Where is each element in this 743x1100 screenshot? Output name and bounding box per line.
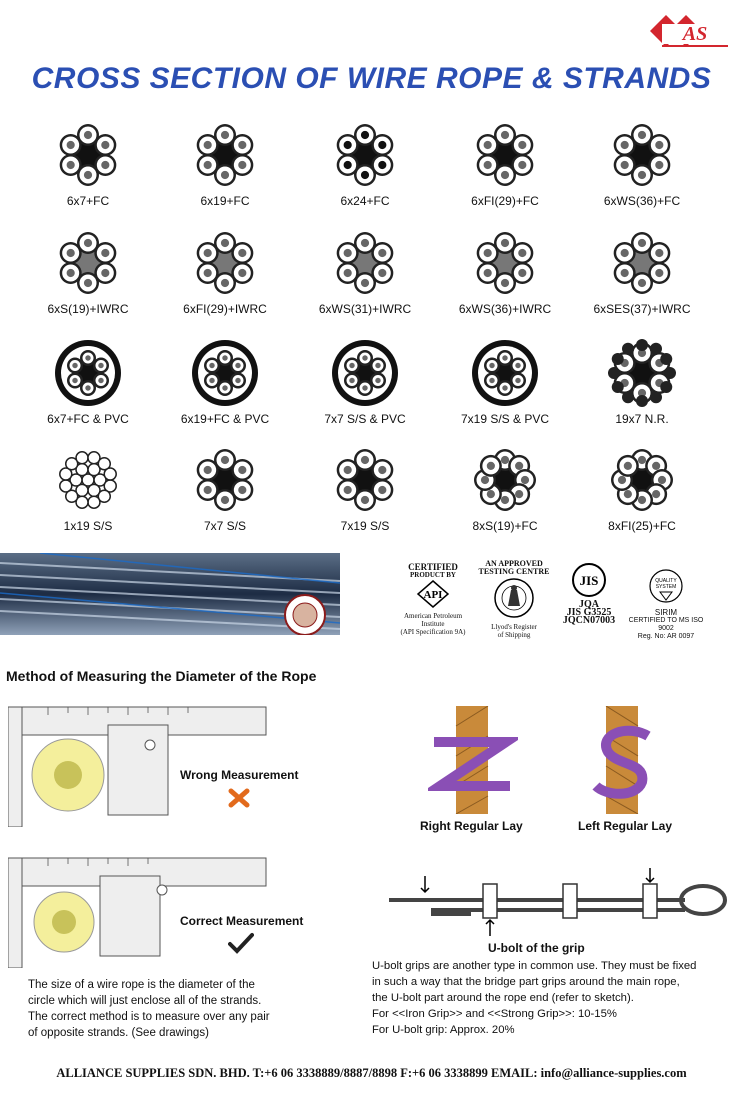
- rope-label: 19x7 N.R.: [615, 412, 669, 426]
- rope-cell: [582, 120, 702, 208]
- rope-label: 6xFI(29)+IWRC: [183, 302, 267, 316]
- cross-icon: [228, 787, 250, 809]
- lloyds-line1: AN APPROVED: [485, 559, 543, 568]
- rope-cell: [165, 445, 285, 533]
- lloyds-line2: TESTING CENTRE: [478, 567, 550, 576]
- left-regular-lay-label: Left Regular Lay: [578, 819, 673, 833]
- api-monogram-icon: [416, 579, 450, 609]
- rope-label: 6xSES(37)+IWRC: [593, 302, 691, 316]
- rope-cell: [305, 228, 425, 316]
- right-regular-lay-label: Right Regular Lay: [420, 819, 523, 833]
- right-regular-lay-diagram: [428, 706, 518, 814]
- u-bolt-description: [372, 958, 740, 1038]
- rope-label: 8xFI(25)+FC: [608, 519, 676, 533]
- u-bolt-line: in such a way that the bridge part grips around the main rope,: [372, 976, 680, 988]
- correct-measurement-label: Correct Measurement: [180, 914, 304, 928]
- rope-label: 6x19+FC & PVC: [180, 412, 270, 426]
- company-logo: [640, 8, 732, 54]
- rope-cell: [445, 120, 565, 208]
- lloyds-seal-icon: [493, 576, 535, 620]
- rope-cell: [305, 445, 425, 533]
- rope-cross-section-icon: [330, 445, 400, 515]
- u-bolt-grip-diagram: [385, 862, 735, 942]
- left-regular-lay-diagram: [578, 706, 668, 814]
- jis-mark-icon: [569, 562, 609, 598]
- measuring-line: The size of a wire rope is the diameter of the: [28, 979, 255, 991]
- rope-cross-section-icon: [190, 120, 260, 190]
- rope-cross-section-icon: [470, 445, 540, 515]
- rope-label: 7x19 S/S: [340, 519, 390, 533]
- jis-line2: JIS G3525: [566, 607, 612, 618]
- rope-cross-section-icon: [330, 338, 400, 408]
- api-certification: [398, 563, 468, 636]
- logo-text: AS: [682, 23, 708, 45]
- api-spec: (API Specification 9A): [400, 628, 466, 636]
- rope-cell: [165, 120, 285, 208]
- rope-label: 6xWS(36)+FC: [603, 194, 681, 208]
- u-bolt-line: U-bolt grips are another type in common use. They must be fixed: [372, 960, 697, 972]
- u-bolt-line: For <<Iron Grip>> and <<Strong Grip>>: 10-15%: [372, 1008, 617, 1020]
- rope-cell: [582, 228, 702, 316]
- rope-cell: [28, 338, 148, 426]
- rope-label: 6xS(19)+IWRC: [47, 302, 129, 316]
- rope-label: 6x7+FC & PVC: [47, 412, 129, 426]
- rope-cell: [165, 228, 285, 316]
- measuring-line: circle which will just enclose all of the strands.: [28, 995, 262, 1007]
- sirim-line1: CERTIFIED TO MS ISO 9002: [628, 617, 704, 632]
- sirim-line2: Reg. No: AR 0097: [637, 633, 695, 640]
- rope-label: 7x7 S/S: [203, 519, 247, 533]
- sirim-badge-icon: [643, 568, 689, 606]
- svg-text:JIS: JIS: [579, 573, 599, 588]
- rope-cross-section-icon: [607, 445, 677, 515]
- sirim-certification: [620, 568, 712, 641]
- measuring-section-title: Method of Measuring the Diameter of the Rope: [6, 668, 317, 684]
- footer-contact: ALLIANCE SUPPLIES SDN. BHD. T:+6 06 3338889/8887/8898 F:+6 06 3338899 EMAIL: info@alliance-supplies.com: [56, 1066, 687, 1080]
- rope-label: 6x19+FC: [200, 194, 250, 208]
- rope-cross-section-icon: [470, 338, 540, 408]
- lloyds-name2: of Shipping: [497, 631, 531, 639]
- rope-cell: [445, 338, 565, 426]
- measuring-description: [28, 977, 358, 1041]
- jis-certification: [556, 562, 622, 625]
- rope-cell: [28, 120, 148, 208]
- rope-cell: [445, 445, 565, 533]
- rope-cell: [582, 445, 702, 533]
- rope-cross-section-icon: [53, 120, 123, 190]
- svg-text:SYSTEM: SYSTEM: [655, 584, 677, 590]
- rope-cross-section-icon: [53, 228, 123, 298]
- jis-line1: JQA: [579, 599, 599, 610]
- jis-line3: JQCN07003: [562, 615, 616, 626]
- rope-label: 1x19 S/S: [63, 519, 113, 533]
- api-name: American Petroleum Institute: [403, 612, 463, 628]
- rope-label: 7x19 S/S & PVC: [460, 412, 550, 426]
- sirim-name: SIRIM: [654, 608, 678, 617]
- rope-cell: [582, 338, 702, 426]
- wire-rope-photo: [0, 553, 340, 635]
- rope-label: 8xS(19)+FC: [472, 519, 538, 533]
- rope-label: 6xWS(31)+IWRC: [318, 302, 412, 316]
- rope-label: 7x7 S/S & PVC: [324, 412, 406, 426]
- lloyds-name: Llyod's Register: [491, 623, 537, 631]
- api-line1: CERTIFIED: [408, 562, 458, 572]
- u-bolt-line: For U-bolt grip: Approx. 20%: [372, 1024, 515, 1036]
- rope-cross-section-icon: [607, 120, 677, 190]
- rope-cross-section-icon: [190, 445, 260, 515]
- rope-cell: [28, 228, 148, 316]
- measuring-line: The correct method is to measure over any pair: [28, 1011, 270, 1023]
- rope-cell: [305, 338, 425, 426]
- rope-cross-section-icon: [470, 228, 540, 298]
- lloyds-certification: [478, 560, 550, 639]
- u-bolt-line: the U-bolt part around the rope end (refer to sketch).: [372, 992, 634, 1004]
- rope-cell: [305, 120, 425, 208]
- rope-label: 6xWS(36)+IWRC: [458, 302, 552, 316]
- svg-text:API: API: [423, 589, 443, 601]
- rope-cross-section-icon: [53, 338, 123, 408]
- rope-cross-section-icon: [53, 445, 123, 515]
- rope-label: 6x7+FC: [66, 194, 110, 208]
- rope-cross-section-icon: [190, 338, 260, 408]
- page-title: CROSS SECTION OF WIRE ROPE & STRANDS: [31, 62, 712, 95]
- rope-cell: [28, 445, 148, 533]
- api-line2: PRODUCT BY: [410, 571, 456, 579]
- rope-cross-section-icon: [607, 338, 677, 408]
- svg-text:QUALITY: QUALITY: [655, 578, 677, 584]
- rope-label: 6xFI(29)+FC: [471, 194, 539, 208]
- rope-cross-section-icon: [470, 120, 540, 190]
- rope-cross-section-icon: [190, 228, 260, 298]
- rope-cell: [445, 228, 565, 316]
- rope-label: 6x24+FC: [340, 194, 390, 208]
- rope-cross-section-icon: [330, 120, 400, 190]
- u-bolt-title: U-bolt of the grip: [488, 941, 585, 955]
- rope-cross-section-icon: [330, 228, 400, 298]
- rope-cross-section-icon: [607, 228, 677, 298]
- checkmark-icon: [228, 932, 254, 954]
- wrong-measurement-label: Wrong Measurement: [180, 768, 299, 782]
- measuring-line: of opposite strands. (See drawings): [28, 1027, 209, 1039]
- rope-cell: [165, 338, 285, 426]
